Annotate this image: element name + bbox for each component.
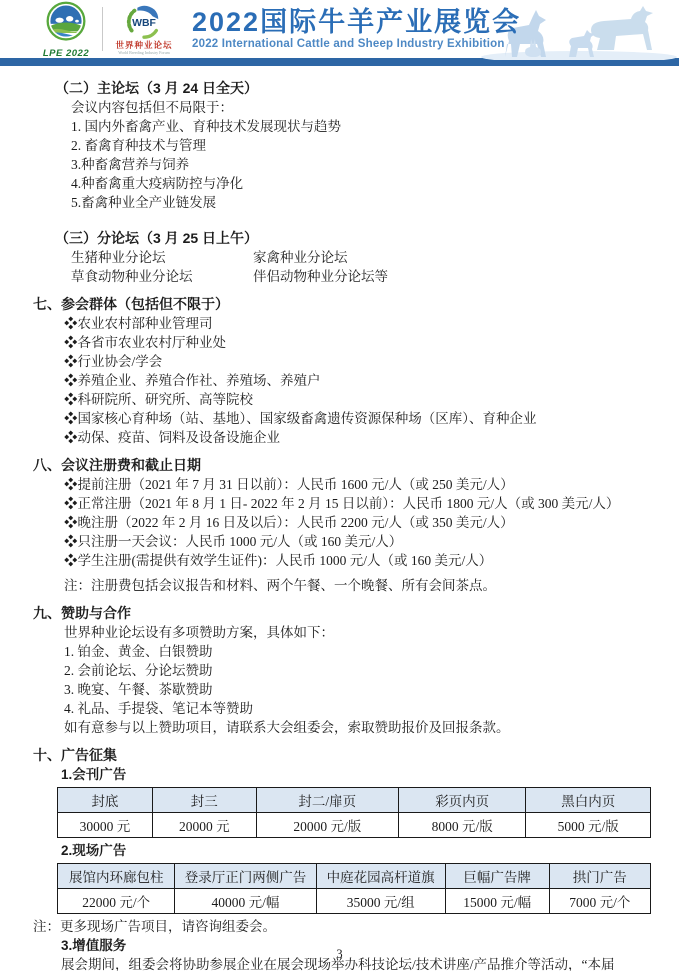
list-item: ❖养殖企业、养殖合作社、养殖场、养殖户 xyxy=(64,373,321,388)
list-item: ❖只注册一天会议：人民币 1000 元/人（或 160 美元/人） xyxy=(64,534,403,549)
section-heading: 七、参会群体（包括但不限于） xyxy=(33,296,229,312)
page-header xyxy=(0,0,679,58)
page-subtitle: 2022 International Cattle and Sheep Industry Exhibition xyxy=(192,37,505,50)
wbf-logo-en-label: World Breeding Industry Forum xyxy=(118,50,170,55)
table-header-cell: 巨幅广告牌 xyxy=(445,864,549,889)
table-header-row xyxy=(58,864,651,889)
table-cell: 20000 元/版 xyxy=(256,813,398,838)
table-header-cell: 展馆内环廊包柱 xyxy=(58,864,175,889)
table-header-row xyxy=(58,788,651,813)
table-row xyxy=(58,889,651,914)
list-item: ❖晚注册（2022 年 2 月 16 日及以后）：人民币 2200 元/人（或 350 美元/人） xyxy=(64,515,514,530)
section-sponsorship xyxy=(33,604,653,737)
table-cell: 5000 元/版 xyxy=(526,813,651,838)
section-heading: （三）分论坛（3 月 25 日上午） xyxy=(55,230,259,246)
section-heading: （二）主论坛（3 月 24 日全天） xyxy=(55,80,259,96)
list-item: 1. 国内外畜禽产业、育种技术发展现状与趋势 xyxy=(71,119,341,134)
table-cell: 15000 元/幅 xyxy=(445,889,549,914)
list-item: 伴侣动物种业分论坛等 xyxy=(253,269,388,284)
section-registration xyxy=(33,456,653,595)
lpe-logo-label: LPE 2022 xyxy=(42,47,90,59)
list-item: 2. 会前论坛、分论坛赞助 xyxy=(64,663,213,678)
cow-silhouette-icon xyxy=(591,6,653,50)
list-item: 生猪种业分论坛 xyxy=(71,250,166,265)
list-item: 家禽种业分论坛 xyxy=(253,250,348,265)
section-attendees xyxy=(33,295,653,447)
subsection-heading: 1.会刊广告 xyxy=(61,767,127,782)
list-item: ❖学生注册(需提供有效学生证件)：人民币 1000 元/人（或 160 美元/人） xyxy=(64,553,493,568)
note-text: 注：更多现场广告项目，请咨询组委会。 xyxy=(33,919,276,934)
subsection-heading: 3.增值服务 xyxy=(61,938,127,953)
page-number: 3 xyxy=(336,947,343,961)
list-item: 3. 晚宴、午餐、茶歇赞助 xyxy=(64,682,213,697)
table-cell: 30000 元 xyxy=(58,813,153,838)
wbf-logo-icon xyxy=(125,3,163,41)
section-heading: 八、会议注册费和截止日期 xyxy=(33,457,201,473)
list-item: ❖科研院所、研究所、高等院校 xyxy=(64,392,253,407)
list-item: 3.种畜禽营养与饲养 xyxy=(71,157,190,172)
table-cell: 7000 元/个 xyxy=(549,889,650,914)
list-item: ❖行业协会/学会 xyxy=(64,354,163,369)
onsite-ad-table xyxy=(57,863,651,914)
section-sub-forum xyxy=(33,229,653,286)
paragraph: 展会期间，组委会将协助参展企业在展会现场举办科技论坛/技术讲座/产品推介等活动，“本届 xyxy=(61,957,615,971)
list-item: 草食动物种业分论坛 xyxy=(71,269,193,284)
table-header-cell: 封底 xyxy=(58,788,153,813)
list-item: ❖动保、疫苗、饲料及设备设施企业 xyxy=(64,430,280,445)
list-item: 1. 铂金、黄金、白银赞助 xyxy=(64,644,213,659)
list-item: ❖国家核心育种场（站、基地）、国家级畜禽遗传资源保种场（区库）、育种企业 xyxy=(64,411,537,426)
table-header-cell: 彩页内页 xyxy=(398,788,525,813)
section-heading: 十、广告征集 xyxy=(33,747,117,763)
document-body xyxy=(0,66,679,971)
list-item: ❖正常注册（2021 年 8 月 1 日- 2022 年 2 月 15 日以前）：人民币 1800 元/人（或 300 美元/人） xyxy=(64,496,620,511)
table-cell: 22000 元/个 xyxy=(58,889,175,914)
note-text: 注：注册费包括会议报告和材料、两个午餐、一个晚餐、所有会间茶点。 xyxy=(64,578,496,593)
list-item: ❖农业农村部种业管理司 xyxy=(64,316,213,331)
logo-divider xyxy=(102,7,103,51)
paragraph: 会议内容包括但不局限于： xyxy=(71,100,233,115)
table-header-cell: 封二/扉页 xyxy=(256,788,398,813)
table-header-cell: 中庭花园高杆道旗 xyxy=(316,864,445,889)
lpe-logo-icon xyxy=(44,0,88,44)
table-header-cell: 登录厅正门两侧广告 xyxy=(175,864,316,889)
table-cell: 20000 元 xyxy=(152,813,256,838)
table-cell: 35000 元/组 xyxy=(316,889,445,914)
lpe-logo xyxy=(36,0,96,59)
table-cell: 40000 元/幅 xyxy=(175,889,316,914)
list-item: 4. 礼品、手提袋、笔记本等赞助 xyxy=(64,701,253,716)
section-main-forum xyxy=(33,79,653,212)
page-title: 2022国际牛羊产业展览会 xyxy=(192,6,522,37)
paragraph: 如有意参与以上赞助项目，请联系大会组委会，索取赞助报价及回报条款。 xyxy=(64,720,510,735)
section-advertising xyxy=(33,746,653,971)
wbf-logo xyxy=(112,3,176,55)
list-item: 2. 畜禽育种技术与管理 xyxy=(71,138,206,153)
header-logos xyxy=(36,0,176,59)
section-heading: 九、赞助与合作 xyxy=(33,605,131,621)
table-row xyxy=(58,813,651,838)
subsection-heading: 2.现场广告 xyxy=(61,843,127,858)
header-title-block xyxy=(192,7,521,52)
table-cell: 8000 元/版 xyxy=(398,813,525,838)
list-item: ❖提前注册（2021 年 7 月 31 日以前）：人民币 1600 元/人（或 250 美元/人） xyxy=(64,477,514,492)
list-item: 4.种畜禽重大疫病防控与净化 xyxy=(71,176,244,191)
journal-ad-table xyxy=(57,787,651,838)
paragraph: 世界种业论坛设有多项赞助方案，具体如下： xyxy=(64,625,334,640)
list-item: ❖各省市农业农村厅种业处 xyxy=(64,335,226,350)
list-item: 5.畜禽种业全产业链发展 xyxy=(71,195,217,210)
wbf-logo-label: WBF xyxy=(132,17,156,29)
wbf-logo-cn-label: 世界种业论坛 xyxy=(115,40,173,50)
table-header-cell: 封三 xyxy=(152,788,256,813)
table-header-cell: 拱门广告 xyxy=(549,864,650,889)
table-header-cell: 黑白内页 xyxy=(526,788,651,813)
